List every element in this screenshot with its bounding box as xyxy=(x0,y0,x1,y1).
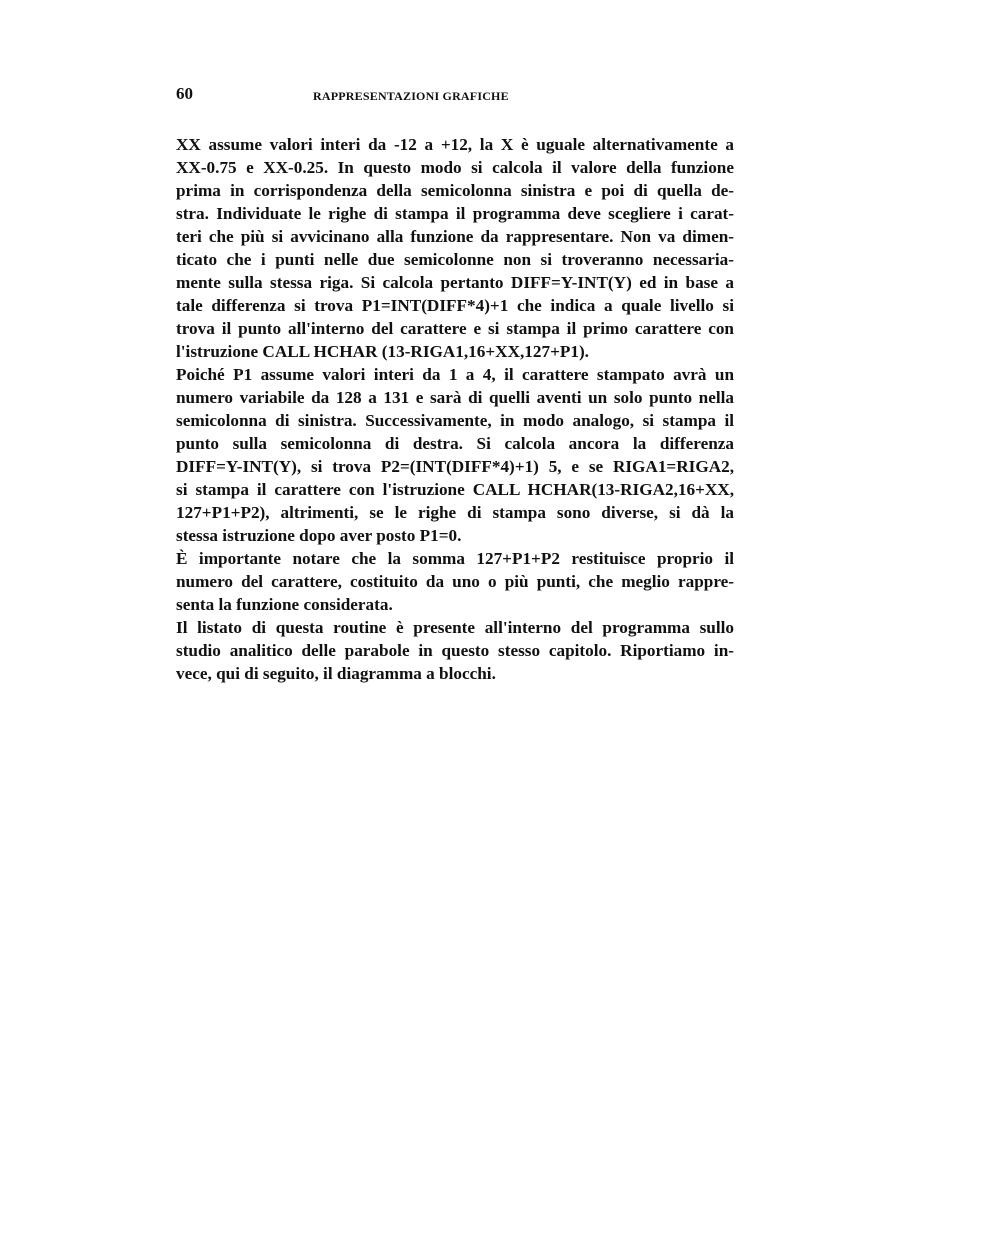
text-line: stessa istruzione dopo aver posto P1=0. xyxy=(176,526,462,545)
text-line: senta la funzione considerata. xyxy=(176,595,393,614)
text-line: numero variabile da 128 a 131 e sarà di quelli aventi un solo punto nella xyxy=(176,388,734,407)
running-head xyxy=(176,84,736,108)
text-line: Poiché P1 assume valori interi da 1 a 4, il carattere stampato avrà un xyxy=(176,365,734,384)
text-line: l'istruzione CALL HCHAR (13-RIGA1,16+XX,127+P1). xyxy=(176,342,589,361)
text-line: tale differenza si trova P1=INT(DIFF*4)+1 che indica a quale livello si xyxy=(176,296,734,315)
text-line: vece, qui di seguito, il diagramma a blocchi. xyxy=(176,664,496,683)
text-line: XX-0.75 e XX-0.25. In questo modo si calcola il valore della funzione xyxy=(176,158,734,177)
text-line: trova il punto all'interno del carattere e si stampa il primo carattere con xyxy=(176,319,734,338)
page-number: 60 xyxy=(176,84,193,103)
text-line: punto sulla semicolonna di destra. Si calcola ancora la differenza xyxy=(176,434,734,453)
text-line: DIFF=Y-INT(Y), si trova P2=(INT(DIFF*4)+1) 5, e se RIGA1=RIGA2, xyxy=(176,457,734,476)
text-line: numero del carattere, costituito da uno o più punti, che meglio rappre- xyxy=(176,572,734,591)
text-line: Il listato di questa routine è presente all'interno del programma sullo xyxy=(176,618,734,637)
text-line: mente sulla stessa riga. Si calcola pertanto DIFF=Y-INT(Y) ed in base a xyxy=(176,273,734,292)
text-line: stra. Individuate le righe di stampa il programma deve scegliere i carat- xyxy=(176,204,734,223)
chapter-title: RAPPRESENTAZIONI GRAFICHE xyxy=(313,89,509,103)
text-line: semicolonna di sinistra. Successivamente, in modo analogo, si stampa il xyxy=(176,411,734,430)
text-line: si stampa il carattere con l'istruzione CALL HCHAR(13-RIGA2,16+XX, xyxy=(176,480,734,499)
text-line: prima in corrispondenza della semicolonna sinistra e poi di quella de- xyxy=(176,181,734,200)
body-text xyxy=(176,133,734,685)
text-line: 127+P1+P2), altrimenti, se le righe di stampa sono diverse, si dà la xyxy=(176,503,734,522)
text-line: ticato che i punti nelle due semicolonne non si troveranno necessaria- xyxy=(176,250,734,269)
text-line: teri che più si avvicinano alla funzione da rappresentare. Non va dimen- xyxy=(176,227,734,246)
text-line: È importante notare che la somma 127+P1+P2 restituisce proprio il xyxy=(176,549,734,568)
text-line: XX assume valori interi da -12 a +12, la X è uguale alternativamente a xyxy=(176,135,734,154)
text-line: studio analitico delle parabole in questo stesso capitolo. Riportiamo in- xyxy=(176,641,734,660)
